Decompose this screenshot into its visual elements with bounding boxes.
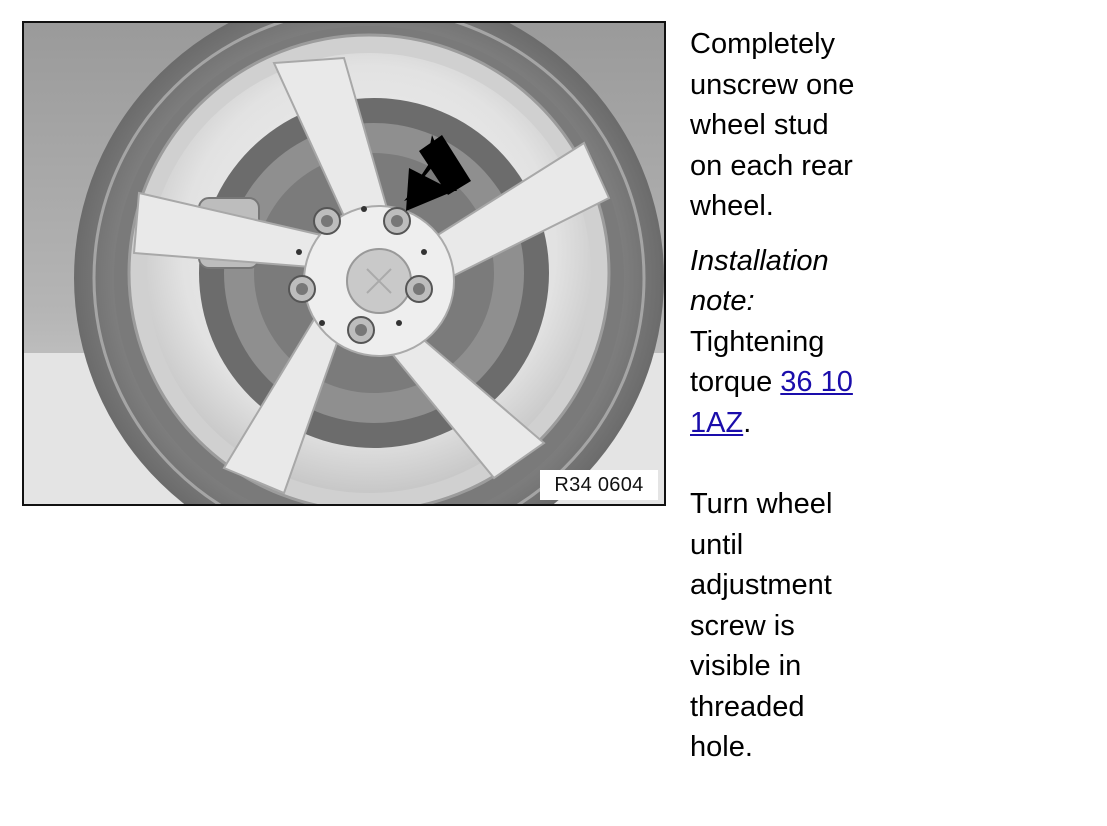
wheel-drawing — [24, 23, 664, 504]
instruction-step-2: Turn wheel until adjustment screw is visible in threaded hole. — [690, 488, 833, 763]
instruction-column — [690, 24, 862, 768]
figure-label: R34 0604 — [540, 470, 658, 500]
note-end: . — [743, 406, 752, 439]
wheel-illustration — [22, 21, 666, 506]
installation-note — [690, 241, 862, 444]
instruction-step-1: Completely unscrew one wheel stud on each rear wheel. — [690, 28, 855, 222]
note-heading: Installation note: — [690, 244, 829, 317]
note-text: Tightening torque — [690, 325, 825, 398]
torque-spec-link[interactable]: 36 10 1AZ — [690, 366, 853, 439]
